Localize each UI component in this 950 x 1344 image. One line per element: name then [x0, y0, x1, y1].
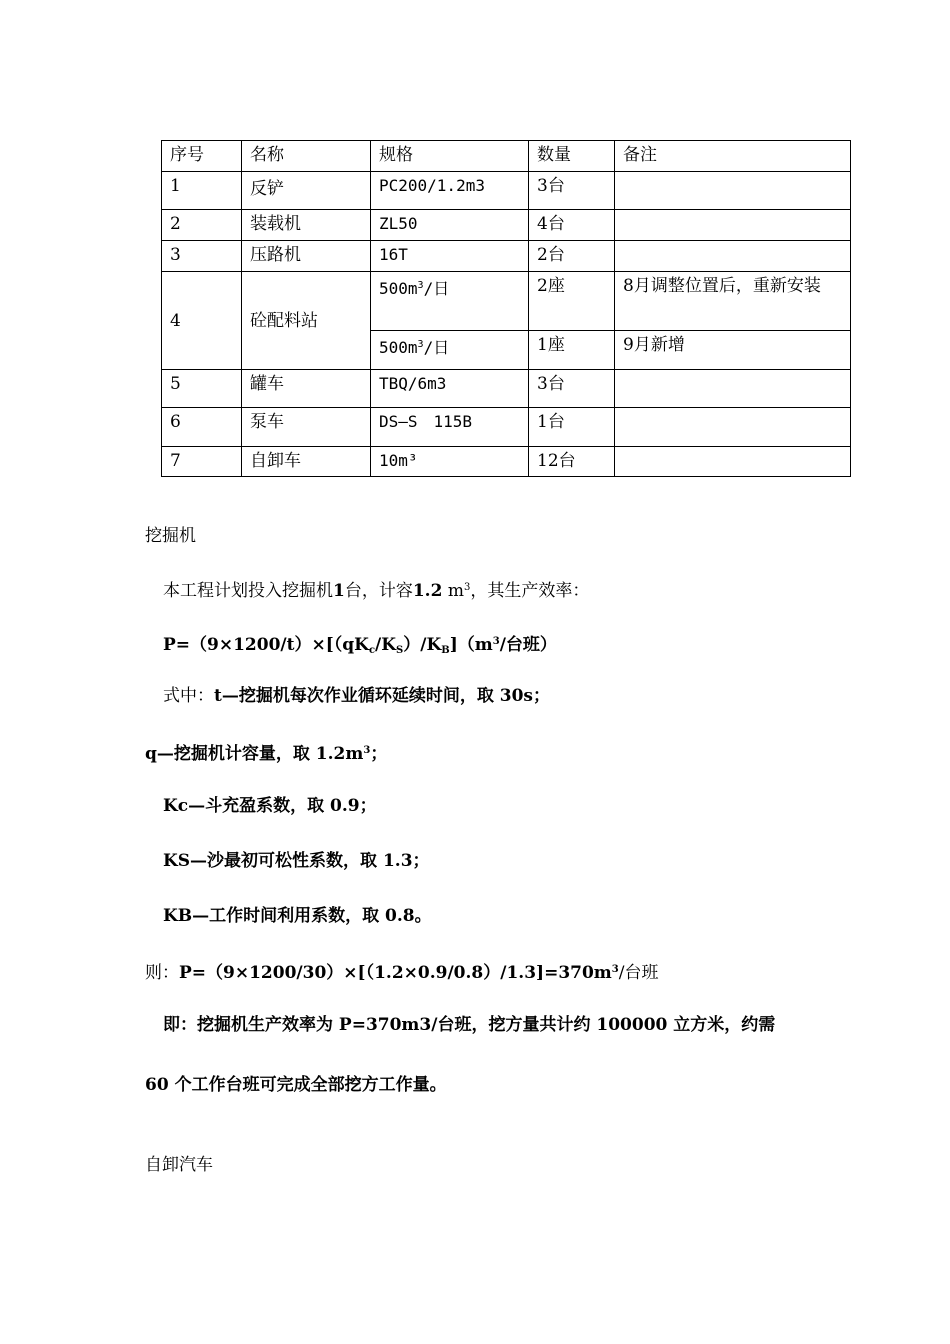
table-header-row	[162, 141, 851, 172]
cell-name: 自卸车	[242, 447, 371, 477]
intro-text: ，其生产效率：	[470, 581, 590, 601]
spec-value: 500m	[379, 338, 418, 357]
where-kc-line: Kc—斗充盈系数，取 0.9；	[163, 796, 377, 816]
result-superscript: 3	[611, 964, 619, 975]
section-heading-excavator: 挖掘机	[145, 526, 196, 546]
equipment-table	[161, 140, 851, 477]
cell-no: 3	[162, 241, 242, 272]
cell-note	[615, 241, 851, 272]
cell-spec: 16T	[371, 241, 529, 272]
header-cell-no: 序号	[162, 141, 242, 172]
where-q-line	[145, 740, 387, 765]
header-cell-spec: 规格	[371, 141, 529, 172]
where-kb-line: KB—工作时间利用系数，取 0.8。	[163, 906, 432, 926]
cell-qty: 3台	[529, 370, 615, 408]
result-prefix: 则：	[145, 963, 179, 983]
cell-spec: 10m³	[371, 447, 529, 477]
formula-part: P=（9×1200/t）×[（qK	[163, 635, 369, 655]
table-row	[162, 272, 851, 331]
header-cell-note: 备注	[615, 141, 851, 172]
cell-spec: DS—S 115B	[371, 408, 529, 447]
cell-spec: ZL50	[371, 210, 529, 241]
cell-name: 泵车	[242, 408, 371, 447]
cell-note: 8月调整位置后，重新安装	[615, 272, 851, 331]
cell-qty: 1座	[529, 331, 615, 370]
intro-number: 1.2	[412, 581, 443, 601]
where-q-superscript: 3	[363, 745, 371, 756]
where-prefix: 式中：	[163, 686, 214, 706]
cell-name-text: 反铲	[250, 179, 284, 199]
cell-note	[615, 447, 851, 477]
cell-no: 1	[162, 172, 242, 210]
cell-qty: 4台	[529, 210, 615, 241]
intro-number: 1	[333, 581, 345, 601]
table-row	[162, 241, 851, 272]
table-row	[162, 408, 851, 447]
where-q-text: q—挖掘机计容量，取 1.2m	[145, 744, 364, 764]
cell-name	[242, 172, 371, 210]
cell-no: 7	[162, 447, 242, 477]
where-t-line	[163, 685, 550, 707]
table-row	[162, 447, 851, 477]
cell-qty: 2台	[529, 241, 615, 272]
cell-no: 5	[162, 370, 242, 408]
spec-value: 500m	[379, 279, 418, 298]
header-cell-qty: 数量	[529, 141, 615, 172]
cell-note	[615, 210, 851, 241]
conclusion-line-1: 即：挖掘机生产效率为 P=370m3/台班，挖方量共计约 100000 立方米，约需	[163, 1015, 776, 1035]
cell-no: 4	[162, 272, 242, 370]
spec-unit: /日	[423, 279, 450, 298]
cell-spec	[371, 272, 529, 331]
conclusion-line-2: 60 个工作台班可完成全部挖方工作量。	[145, 1075, 447, 1095]
cell-note	[615, 370, 851, 408]
cell-name: 罐车	[242, 370, 371, 408]
cell-note: 9月新增	[615, 331, 851, 370]
formula-part: /台班）	[499, 635, 557, 655]
cell-qty: 3台	[529, 172, 615, 210]
cell-no: 2	[162, 210, 242, 241]
formula-part: ）/K	[403, 635, 442, 655]
cell-qty: 12台	[529, 447, 615, 477]
table-row	[162, 370, 851, 408]
formula	[163, 631, 557, 662]
result-formula: P=（9×1200/30）×[（1.2×0.9/0.8）/1.3]=370m	[179, 963, 612, 983]
spec-superscript: 3	[417, 339, 424, 350]
cell-name: 压路机	[242, 241, 371, 272]
intro-superscript: 3	[463, 582, 471, 593]
where-ks-line: KS—沙最初可松性系数，取 1.3；	[163, 851, 430, 871]
header-cell-name: 名称	[242, 141, 371, 172]
formula-subscript: B	[441, 645, 450, 656]
intro-text: 台，计容	[344, 581, 413, 601]
cell-no: 6	[162, 408, 242, 447]
formula-subscript: c	[368, 645, 376, 656]
cell-note	[615, 408, 851, 447]
cell-spec: PC200/1.2m3	[371, 172, 529, 210]
formula-superscript: 3	[492, 636, 500, 647]
cell-note	[615, 172, 851, 210]
section-heading-dump-truck: 自卸汽车	[145, 1155, 213, 1175]
result-unit: /台班	[618, 963, 659, 983]
cell-qty: 1台	[529, 408, 615, 447]
table-row	[162, 210, 851, 241]
cell-spec	[371, 331, 529, 370]
intro-paragraph	[163, 577, 589, 602]
where-q-end: ；	[370, 744, 388, 764]
intro-text: 本工程计划投入挖掘机	[163, 581, 333, 601]
cell-spec: TBQ/6m3	[371, 370, 529, 408]
table-row	[162, 172, 851, 210]
where-t-text: t—挖掘机每次作业循环延续时间，取 30s；	[214, 686, 550, 706]
intro-unit: m	[447, 581, 464, 601]
spec-superscript: 3	[417, 280, 424, 291]
formula-part: /K	[375, 635, 397, 655]
result-line	[145, 959, 659, 984]
cell-name: 装载机	[242, 210, 371, 241]
spec-unit: /日	[423, 338, 450, 357]
cell-qty: 2座	[529, 272, 615, 331]
cell-name: 砼配料站	[242, 272, 371, 370]
formula-subscript: S	[396, 645, 404, 656]
formula-part: ]（m	[449, 635, 493, 655]
